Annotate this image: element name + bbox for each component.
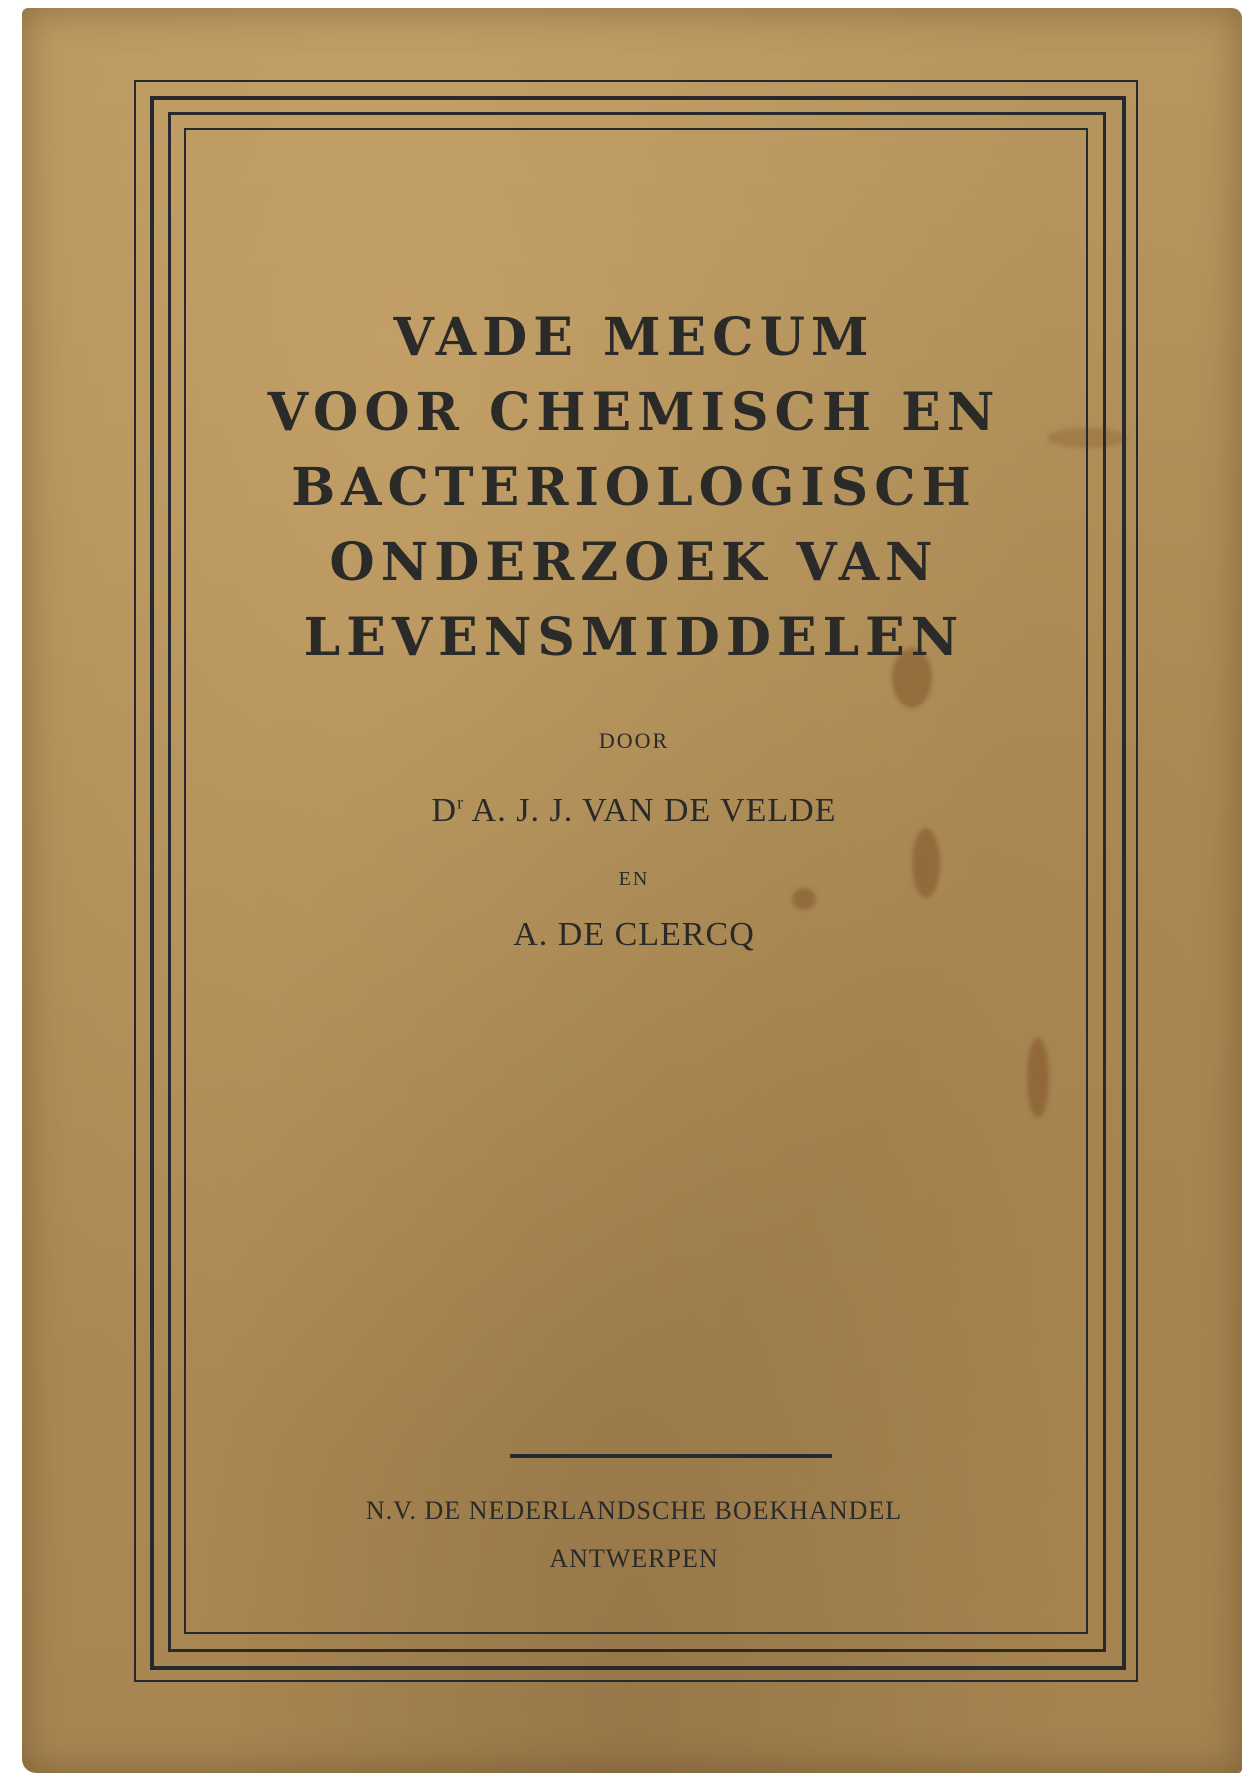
book-cover [22,8,1242,1773]
author-1-title-sup: r [457,792,465,813]
publisher-name: N.V. DE NEDERLANDSCHE BOEKHANDEL [365,1496,903,1525]
by-label: DOOR [598,728,670,753]
title-line-5: LEVENSMIDDELEN [303,607,965,668]
author-1-prefix: D [431,792,458,829]
publisher-city: ANTWERPEN [549,1544,719,1573]
author-2: A. DE CLERCQ [513,916,755,953]
title-line-3: BACTERIOLOGISCH [291,457,977,518]
author-1-name: A. J. J. VAN DE VELDE [464,792,837,829]
and-label: EN [618,868,650,890]
title-line-1: VADE MECUM [393,307,875,368]
author-1 [192,792,1076,830]
title-line-2: VOOR CHEMISCH EN [267,382,1001,443]
divider-rule [510,1454,832,1458]
title-line-4: ONDERZOEK VAN [329,532,939,593]
